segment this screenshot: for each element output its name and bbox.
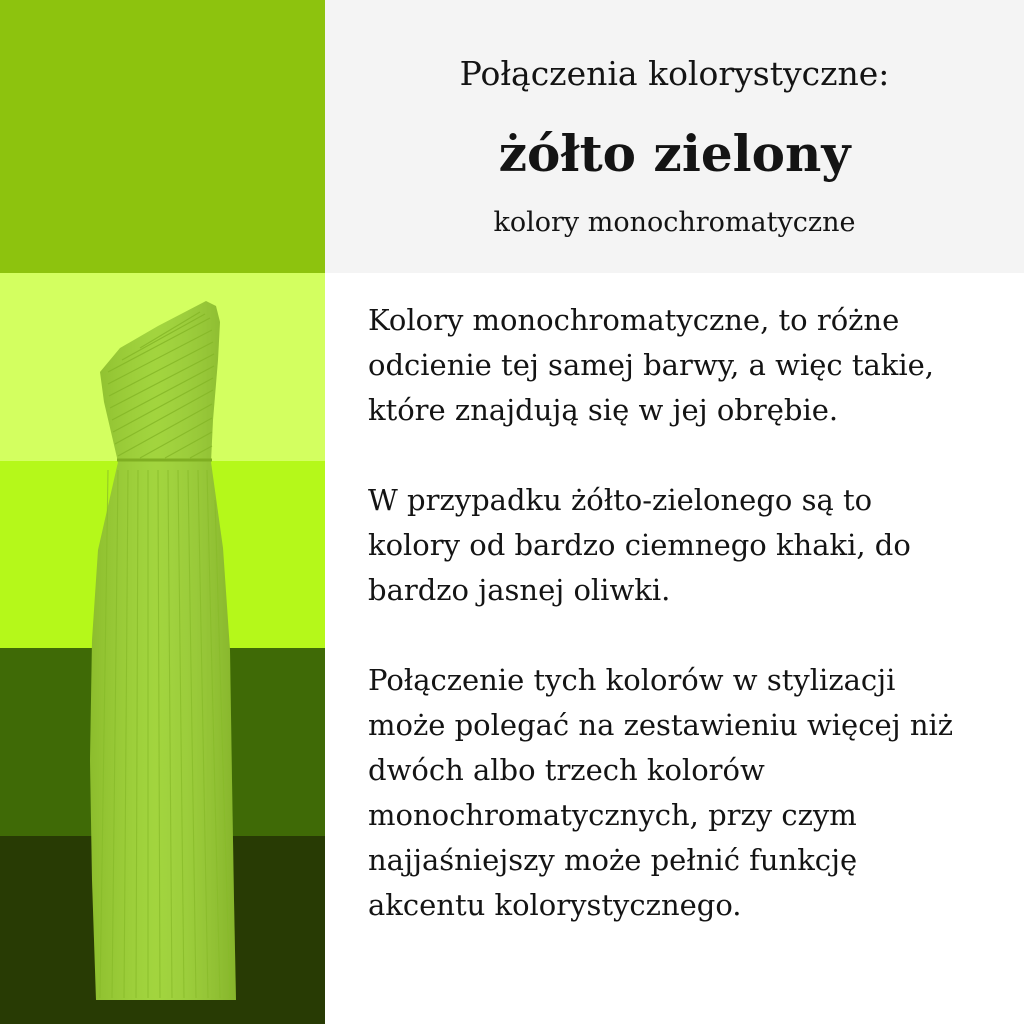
text-line: dwóch albo trzech kolorów bbox=[368, 753, 765, 787]
paragraph-range bbox=[368, 478, 998, 613]
text-line: akcentu kolorystycznego. bbox=[368, 888, 742, 922]
text-line: odcienie tej samej barwy, a więc takie, bbox=[368, 348, 935, 382]
paragraph-definition bbox=[368, 298, 998, 433]
text-line: W przypadku żółto-zielonego są to bbox=[368, 483, 873, 517]
text-line: monochromatycznych, przy czym bbox=[368, 798, 857, 832]
text-line: Kolory monochromatyczne, to różne bbox=[368, 303, 900, 337]
text-line: bardzo jasnej oliwki. bbox=[368, 573, 671, 607]
text-line: najjaśniejszy może pełnić funkcję bbox=[368, 843, 858, 877]
text-line: które znajdują się w jej obrębie. bbox=[368, 393, 839, 427]
header-kicker: Połączenia kolorystyczne: bbox=[459, 54, 890, 93]
dress-illustration bbox=[0, 0, 325, 1024]
text-line: kolory od bardzo ciemnego khaki, do bbox=[368, 528, 911, 562]
header-panel bbox=[325, 0, 1024, 273]
text-line: może polegać na zestawieniu więcej niż bbox=[368, 708, 954, 742]
color-palette bbox=[0, 0, 325, 1024]
header-subtitle: kolory monochromatyczne bbox=[493, 207, 856, 238]
description-text bbox=[368, 298, 998, 973]
paragraph-styling bbox=[368, 658, 998, 928]
text-line: Połączenie tych kolorów w stylizacji bbox=[368, 663, 896, 697]
page-title: żółto zielony bbox=[498, 124, 851, 183]
